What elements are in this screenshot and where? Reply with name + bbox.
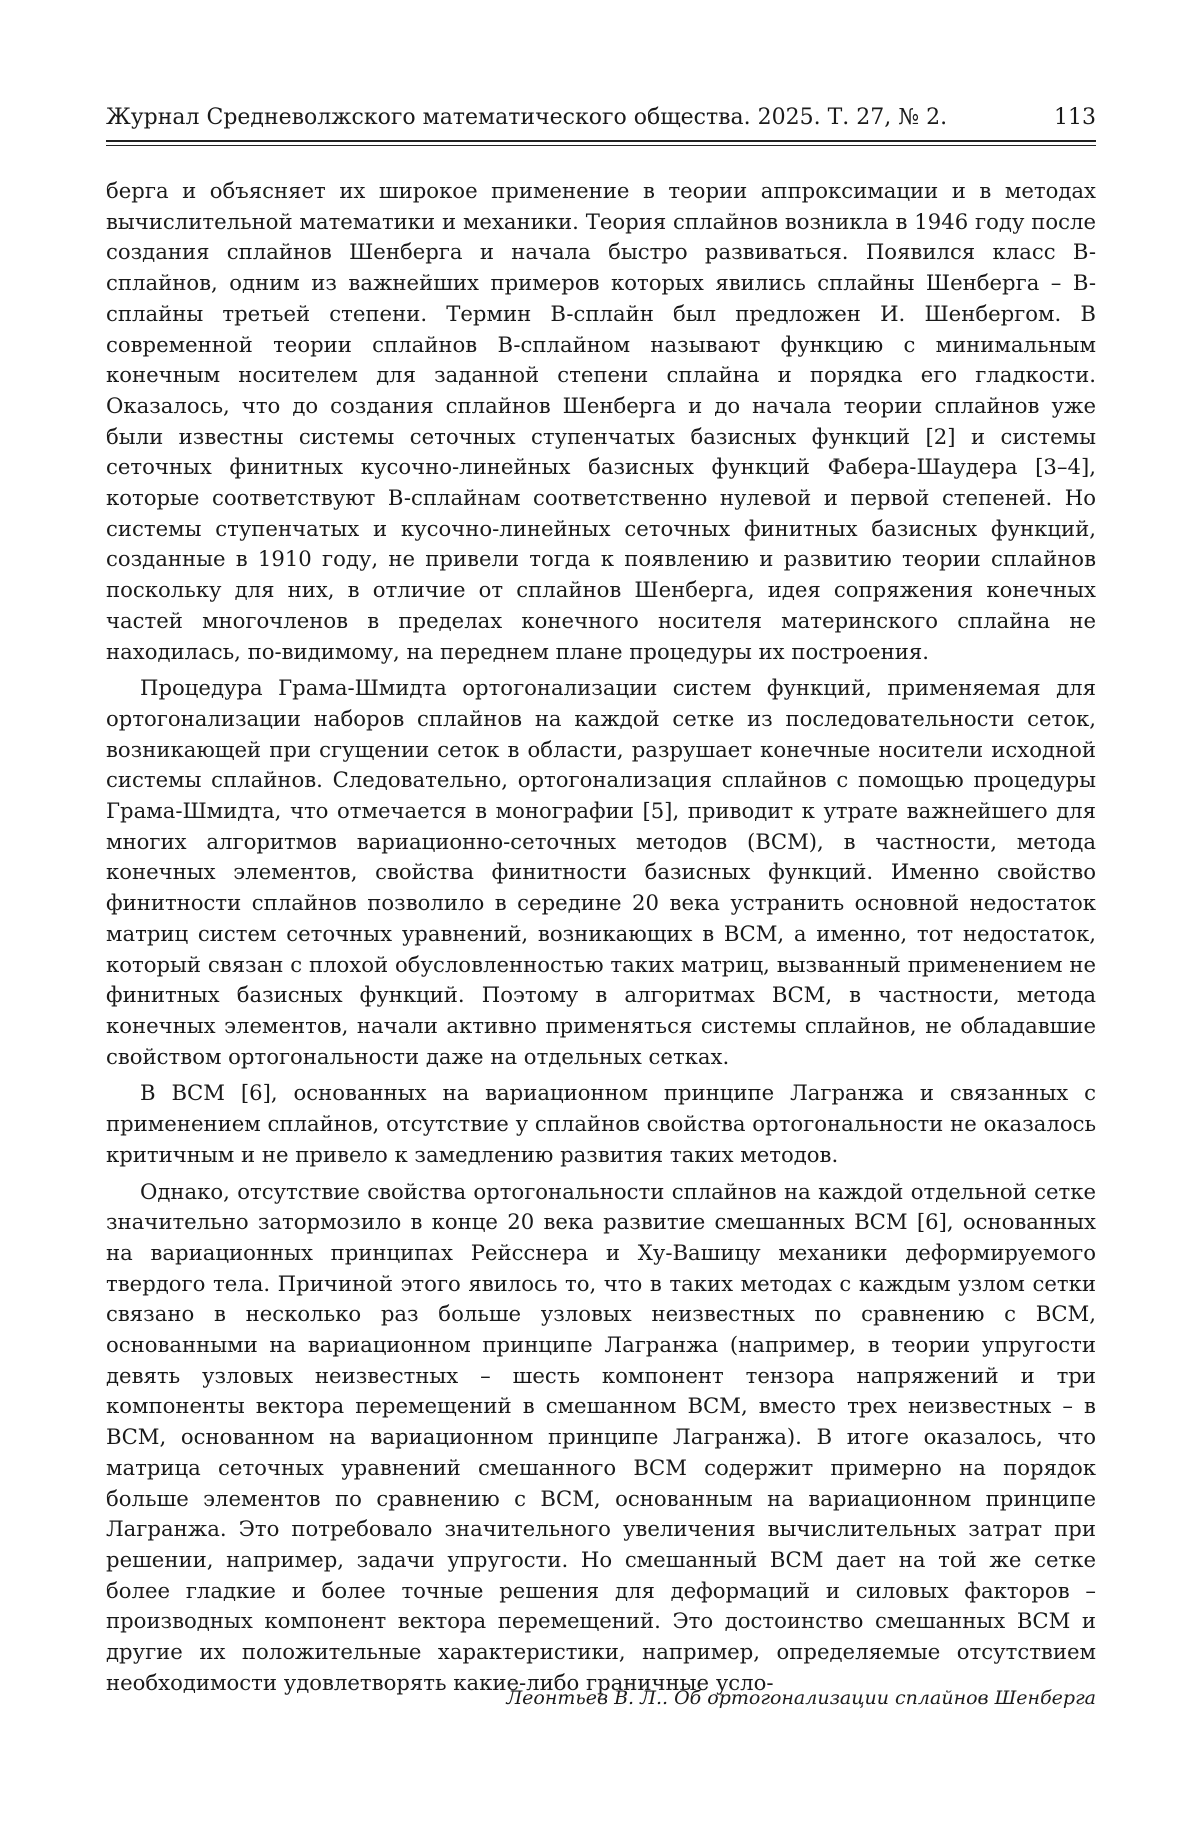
paragraph-continued: берга и объясняет их широкое применение в теории аппроксимации и в методах вычислительной математики и механики. Теория сплайнов возникла в 1946 году после создания сплайнов Шенберга и начала быстро развиваться. Появился класс B-сплайнов, одним из важнейших примеров которых явились сплайны Шенберга – B-сплайны третьей степени. Термин B-сплайн был предложен И. Шенбергом. В современной теории сплайнов B-сплайном называют функцию с минимальным конечным носителем для заданной степени сплайна и порядка его гладкости. Оказалось, что до создания сплайнов Шенберга и до начала теории сплайнов уже были известны системы сеточных ступенчатых базисных функций [2] и системы сеточных финитных кусочно-линейных базисных функций Фабера-Шаудера [3–4], которые соответствуют B-сплайнам соответственно нулевой и первой степеней. Но системы ступенчатых и кусочно-линейных сеточных финитных базисных функций, созданные в 1910 году, не привели тогда к появлению и развитию теории сплайнов поскольку для них, в отличие от сплайнов Шенберга, идея сопряжения конечных частей многочленов в пределах конечного носителя материнского сплайна не находилась, по-видимому, на переднем плане процедуры их построения. [106,178,1096,664]
journal-title: Журнал Средневолжского математического общества. 2025. Т. 27, № 2. [106,105,948,130]
body-text [106,176,1096,1698]
paragraph: Однако, отсутствие свойства ортогональности сплайнов на каждой отдельной сетке значительно затормозило в конце 20 века развитие смешанных ВСМ [6], основанных на вариационных принципах Рейсснера и Ху-Вашицу механики деформируемого твердого тела. Причиной этого явилось то, что в таких методах с каждым узлом сетки связано в несколько раз больше узловых неизвестных по сравнению с ВСМ, основанными на вариационном принципе Лагранжа (например, в теории упругости девять узловых неизвестных – шесть компонент тензора напряжений и три компоненты вектора перемещений в смешанном ВСМ, вместо трех неизвестных – в ВСМ, основанном на вариационном принципе Лагранжа). В итоге оказалось, что матрица сеточных уравнений смешанного ВСМ содержит примерно на порядок больше элементов по сравнению с ВСМ, основанным на вариационном принципе Лагранжа. Это потребовало значительного увеличения вычислительных затрат при решении, например, задачи упругости. Но смешанный ВСМ дает на той же сетке более гладкие и более точные решения для деформаций и силовых факторов – производных компонент вектора перемещений. Это достоинство смешанных ВСМ и другие их положительные характеристики, например, определяемые отсутствием необходимости удовлетворять какие-либо граничные усло- [106,1178,1096,1695]
paragraph: В ВСМ [6], основанных на вариационном принципе Лагранжа и связанных с применением сплайнов, отсутствие у сплайнов свойства ортогональности не оказалось критичным и не привело к замедлению развития таких методов. [106,1080,1096,1167]
header-rule-thin [106,145,1096,146]
running-footer: Леонтьев В. Л.. Об ортогонализации сплайнов Шенберга [506,1687,1096,1709]
running-header [106,104,1096,132]
paragraph: Процедура Грама-Шмидта ортогонализации систем функций, применяемая для ортогонализации наборов сплайнов на каждой сетке из последовательности сеток, возникающей при сгущении сеток в области, разрушает конечные носители исходной системы сплайнов. Следовательно, ортогонализация сплайнов с помощью процедуры Грама-Шмидта, что отмечается в монографии [5], приводит к утрате важнейшего для многих алгоритмов вариационно-сеточных методов (ВСМ), в частности, метода конечных элементов, свойства финитности базисных функций. Именно свойство финитности сплайнов позволило в середине 20 века устранить основной недостаток матриц систем сеточных уравнений, возникающих в ВСМ, а именно, тот недостаток, который связан с плохой обусловленностью таких матриц, вызванный применением не финитных базисных функций. Поэтому в алгоритмах ВСМ, в частности, метода конечных элементов, начали активно применяться системы сплайнов, не обладавшие свойством ортогональности даже на отдельных сетках. [106,675,1096,1069]
page-number: 113 [1054,105,1096,130]
header-rule-thick [106,140,1096,142]
